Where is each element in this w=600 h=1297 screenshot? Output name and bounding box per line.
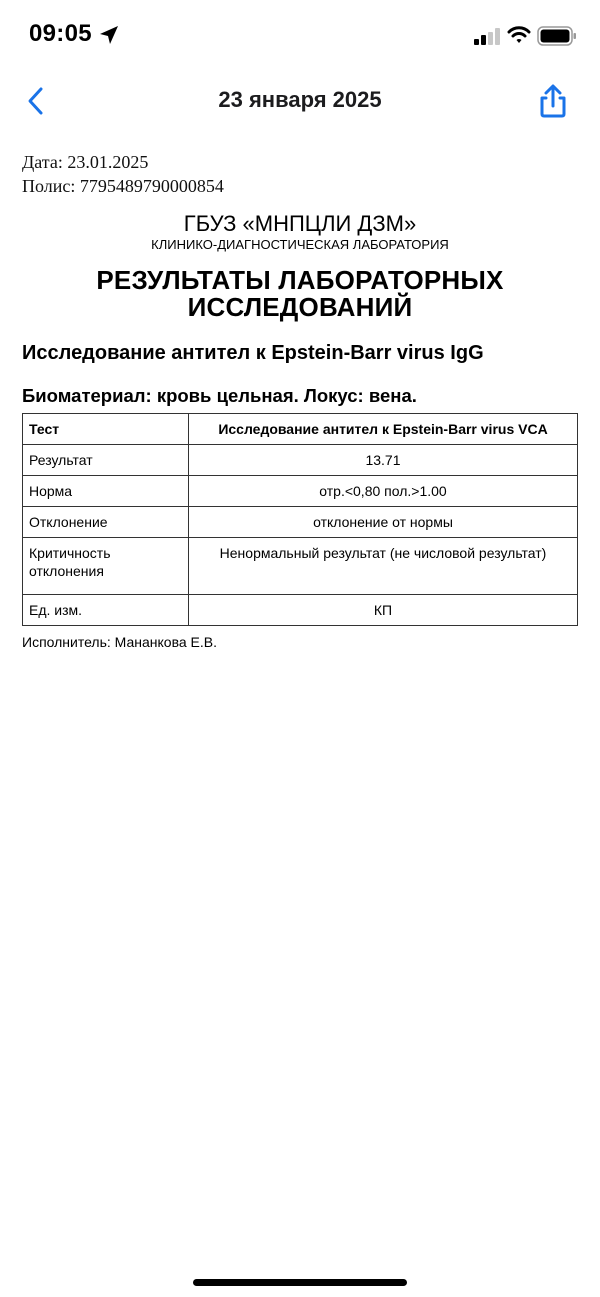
table-row xyxy=(23,445,578,476)
wifi-icon xyxy=(507,25,531,45)
location-arrow-icon xyxy=(98,24,120,46)
battery-icon xyxy=(537,26,577,46)
nav-bar xyxy=(0,78,600,124)
row-value: 13.71 xyxy=(189,445,578,476)
row-value: Ненормальный результат (не числовой результат) xyxy=(189,538,578,595)
study-title: Исследование антител к Epstein-Barr virus IgG xyxy=(22,342,484,364)
row-label: Норма xyxy=(23,476,189,507)
header-test-name: Исследование антител к Epstein-Barr virus VCA xyxy=(189,414,578,445)
row-value: отклонение от нормы xyxy=(189,507,578,538)
table-row xyxy=(23,538,578,595)
org-subtitle: КЛИНИКО-ДИАГНОСТИЧЕСКАЯ ЛАБОРАТОРИЯ xyxy=(151,237,449,252)
performer-line: Исполнитель: Мананкова Е.В. xyxy=(22,634,217,650)
status-time: 09:05 xyxy=(29,20,92,47)
row-label: Отклонение xyxy=(23,507,189,538)
table-row xyxy=(23,476,578,507)
org-name: ГБУЗ «МНПЦЛИ ДЗМ» xyxy=(183,211,417,236)
cellular-signal-icon xyxy=(474,28,502,46)
status-bar xyxy=(0,0,600,70)
policy-line: Полис: 7795489790000854 xyxy=(22,176,224,196)
document-title-line2: ИССЛЕДОВАНИЙ xyxy=(187,292,413,322)
document-title-line1: РЕЗУЛЬТАТЫ ЛАБОРАТОРНЫХ xyxy=(96,265,504,295)
results-table xyxy=(22,413,578,626)
document xyxy=(22,150,578,651)
biomaterial-line: Биоматериал: кровь цельная. Локус: вена. xyxy=(22,385,417,406)
date-line: Дата: 23.01.2025 xyxy=(22,152,149,172)
share-button[interactable] xyxy=(536,82,570,120)
share-icon xyxy=(536,82,570,120)
table-header-row xyxy=(23,414,578,445)
row-value: отр.<0,80 пол.>1.00 xyxy=(189,476,578,507)
row-label: Критичность отклонения xyxy=(23,538,189,595)
header-test: Тест xyxy=(23,414,189,445)
table-row xyxy=(23,507,578,538)
row-value: КП xyxy=(189,595,578,626)
table-row xyxy=(23,595,578,626)
row-label: Результат xyxy=(23,445,189,476)
page-title: 23 января 2025 xyxy=(218,87,382,112)
document-title xyxy=(22,267,578,321)
home-indicator[interactable] xyxy=(193,1279,407,1286)
row-label: Ед. изм. xyxy=(23,595,189,626)
